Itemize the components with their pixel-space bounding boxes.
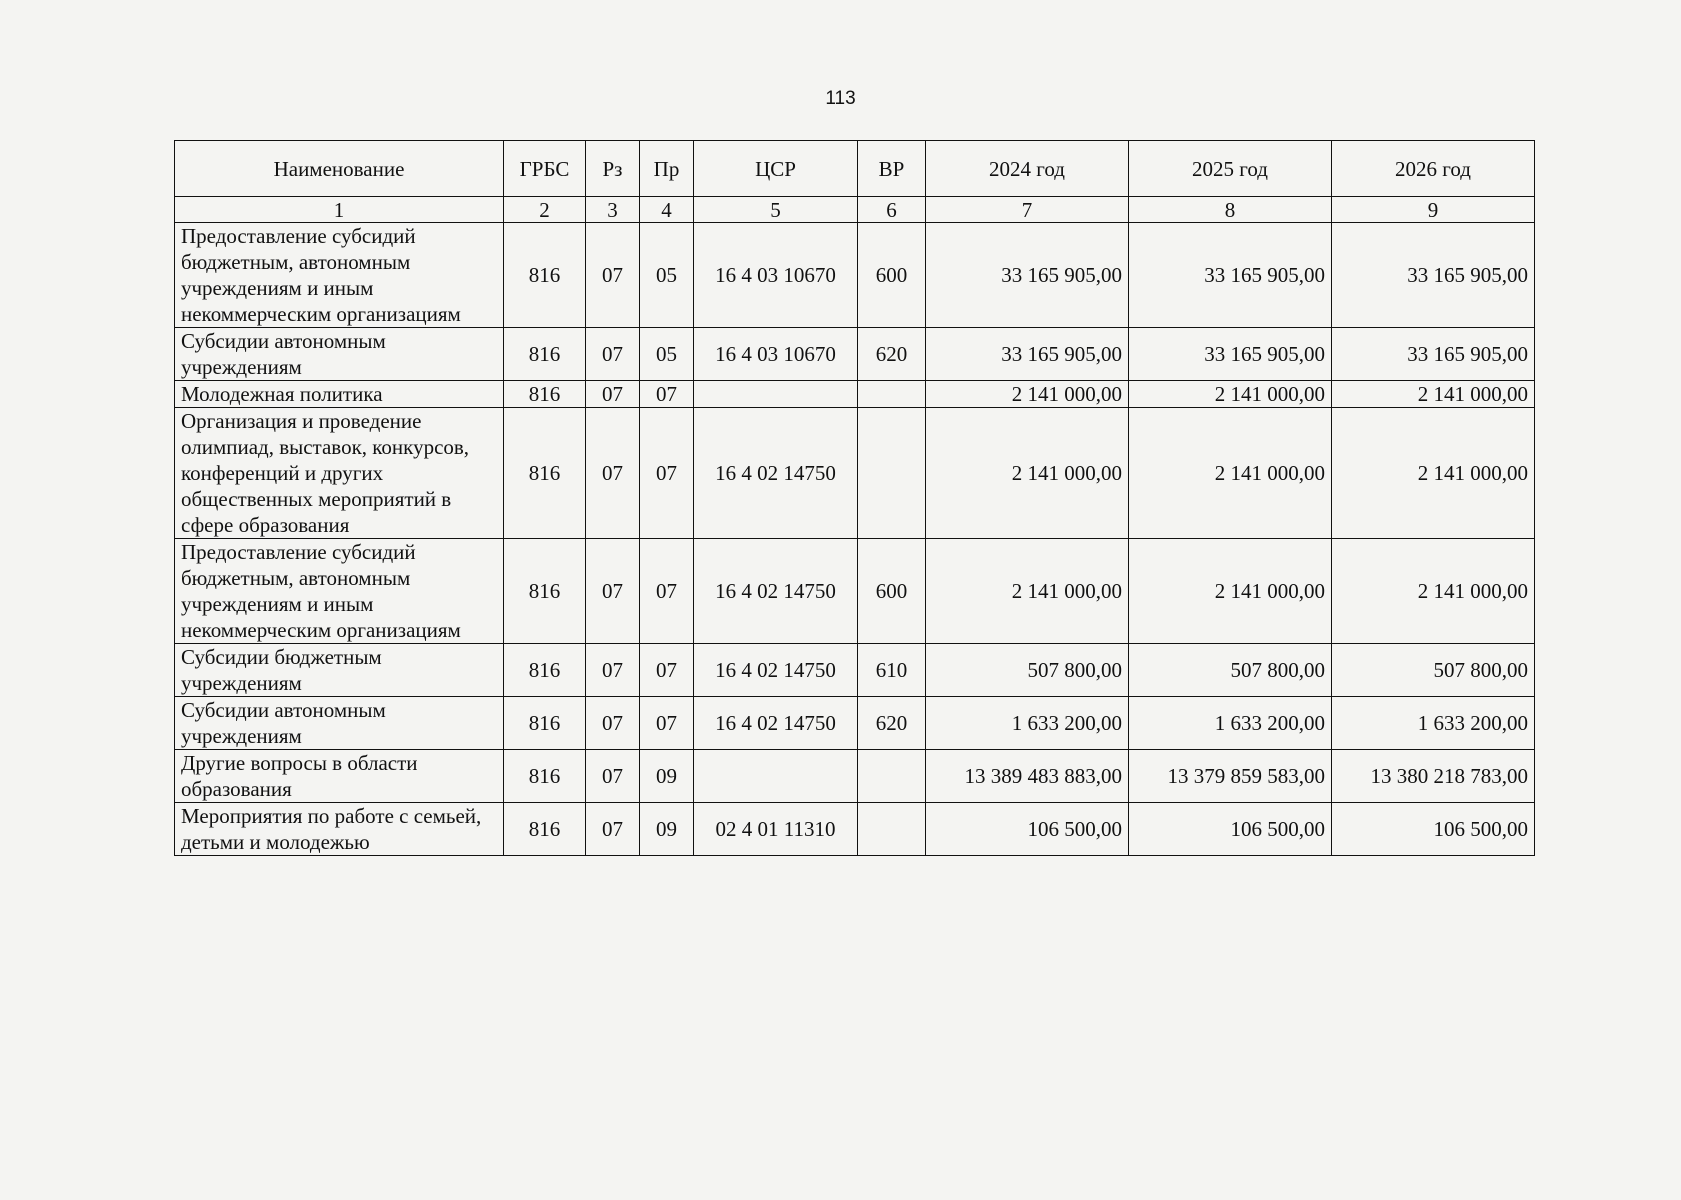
column-number: 5	[694, 197, 858, 223]
table-row	[175, 328, 1535, 381]
row-amount-2026: 13 380 218 783,00	[1332, 750, 1535, 803]
row-amount-2025: 507 800,00	[1129, 644, 1332, 697]
row-pr: 05	[640, 328, 694, 381]
row-pr: 07	[640, 644, 694, 697]
header-2025: 2025 год	[1129, 141, 1332, 197]
row-amount-2024: 2 141 000,00	[926, 408, 1129, 539]
row-rz: 07	[586, 408, 640, 539]
row-amount-2026: 1 633 200,00	[1332, 697, 1535, 750]
row-amount-2024: 33 165 905,00	[926, 328, 1129, 381]
row-vr: 600	[858, 223, 926, 328]
table-row	[175, 644, 1535, 697]
column-number: 7	[926, 197, 1129, 223]
row-name: Субсидии бюджетным учреждениям	[175, 644, 504, 697]
row-name: Другие вопросы в области образования	[175, 750, 504, 803]
row-csr: 16 4 02 14750	[694, 697, 858, 750]
row-pr: 05	[640, 223, 694, 328]
row-rz: 07	[586, 644, 640, 697]
table-row	[175, 408, 1535, 539]
row-amount-2024: 507 800,00	[926, 644, 1129, 697]
table-row	[175, 750, 1535, 803]
row-amount-2026: 33 165 905,00	[1332, 328, 1535, 381]
row-name: Субсидии автономным учреждениям	[175, 328, 504, 381]
row-pr: 09	[640, 803, 694, 856]
row-csr	[694, 381, 858, 408]
row-rz: 07	[586, 328, 640, 381]
row-vr	[858, 750, 926, 803]
row-grbs: 816	[504, 328, 586, 381]
row-name: Мероприятия по работе с семьей, детьми и молодежью	[175, 803, 504, 856]
row-vr	[858, 381, 926, 408]
row-grbs: 816	[504, 539, 586, 644]
column-number-row	[175, 197, 1535, 223]
row-vr: 620	[858, 328, 926, 381]
page-number: 113	[825, 88, 856, 109]
row-amount-2025: 33 165 905,00	[1129, 328, 1332, 381]
row-rz: 07	[586, 539, 640, 644]
row-grbs: 816	[504, 750, 586, 803]
row-grbs: 816	[504, 223, 586, 328]
row-vr	[858, 408, 926, 539]
row-vr: 610	[858, 644, 926, 697]
table-row	[175, 539, 1535, 644]
row-name: Предоставление субсидий бюджетным, автономным учреждениям и иным некоммерческим организациям	[175, 539, 504, 644]
column-number: 2	[504, 197, 586, 223]
table-row	[175, 381, 1535, 408]
header-row	[175, 141, 1535, 197]
row-csr: 16 4 02 14750	[694, 408, 858, 539]
row-rz: 07	[586, 697, 640, 750]
header-vr: ВР	[858, 141, 926, 197]
row-amount-2024: 2 141 000,00	[926, 539, 1129, 644]
header-pr: Пр	[640, 141, 694, 197]
column-number: 3	[586, 197, 640, 223]
header-csr: ЦСР	[694, 141, 858, 197]
row-amount-2026: 33 165 905,00	[1332, 223, 1535, 328]
row-pr: 07	[640, 697, 694, 750]
row-csr: 16 4 03 10670	[694, 223, 858, 328]
row-rz: 07	[586, 750, 640, 803]
row-vr: 620	[858, 697, 926, 750]
row-rz: 07	[586, 223, 640, 328]
row-amount-2025: 33 165 905,00	[1129, 223, 1332, 328]
row-csr: 16 4 02 14750	[694, 539, 858, 644]
header-rz: Рз	[586, 141, 640, 197]
row-pr: 09	[640, 750, 694, 803]
table-row	[175, 803, 1535, 856]
row-name: Субсидии автономным учреждениям	[175, 697, 504, 750]
table-row	[175, 223, 1535, 328]
budget-table	[174, 140, 1535, 856]
table-row	[175, 697, 1535, 750]
row-amount-2025: 2 141 000,00	[1129, 408, 1332, 539]
row-rz: 07	[586, 381, 640, 408]
column-number: 8	[1129, 197, 1332, 223]
row-pr: 07	[640, 539, 694, 644]
row-amount-2024: 106 500,00	[926, 803, 1129, 856]
row-csr: 16 4 03 10670	[694, 328, 858, 381]
column-number: 6	[858, 197, 926, 223]
row-csr: 02 4 01 11310	[694, 803, 858, 856]
row-amount-2026: 106 500,00	[1332, 803, 1535, 856]
row-name: Организация и проведение олимпиад, выставок, конкурсов, конференций и других общественных мероприятий в сфере образования	[175, 408, 504, 539]
row-csr: 16 4 02 14750	[694, 644, 858, 697]
column-number: 4	[640, 197, 694, 223]
row-amount-2025: 13 379 859 583,00	[1129, 750, 1332, 803]
row-rz: 07	[586, 803, 640, 856]
row-amount-2024: 33 165 905,00	[926, 223, 1129, 328]
row-name: Предоставление субсидий бюджетным, автономным учреждениям и иным некоммерческим организациям	[175, 223, 504, 328]
row-amount-2026: 507 800,00	[1332, 644, 1535, 697]
row-amount-2024: 13 389 483 883,00	[926, 750, 1129, 803]
row-amount-2025: 2 141 000,00	[1129, 539, 1332, 644]
row-amount-2026: 2 141 000,00	[1332, 408, 1535, 539]
column-number: 1	[175, 197, 504, 223]
row-grbs: 816	[504, 381, 586, 408]
row-csr	[694, 750, 858, 803]
row-pr: 07	[640, 381, 694, 408]
row-vr: 600	[858, 539, 926, 644]
column-number: 9	[1332, 197, 1535, 223]
header-grbs: ГРБС	[504, 141, 586, 197]
row-amount-2026: 2 141 000,00	[1332, 381, 1535, 408]
row-grbs: 816	[504, 697, 586, 750]
row-amount-2025: 1 633 200,00	[1129, 697, 1332, 750]
row-name: Молодежная политика	[175, 381, 504, 408]
header-2024: 2024 год	[926, 141, 1129, 197]
row-pr: 07	[640, 408, 694, 539]
header-name: Наименование	[175, 141, 504, 197]
header-2026: 2026 год	[1332, 141, 1535, 197]
row-grbs: 816	[504, 408, 586, 539]
row-vr	[858, 803, 926, 856]
row-amount-2025: 106 500,00	[1129, 803, 1332, 856]
row-grbs: 816	[504, 644, 586, 697]
row-amount-2024: 2 141 000,00	[926, 381, 1129, 408]
row-grbs: 816	[504, 803, 586, 856]
row-amount-2024: 1 633 200,00	[926, 697, 1129, 750]
row-amount-2025: 2 141 000,00	[1129, 381, 1332, 408]
row-amount-2026: 2 141 000,00	[1332, 539, 1535, 644]
